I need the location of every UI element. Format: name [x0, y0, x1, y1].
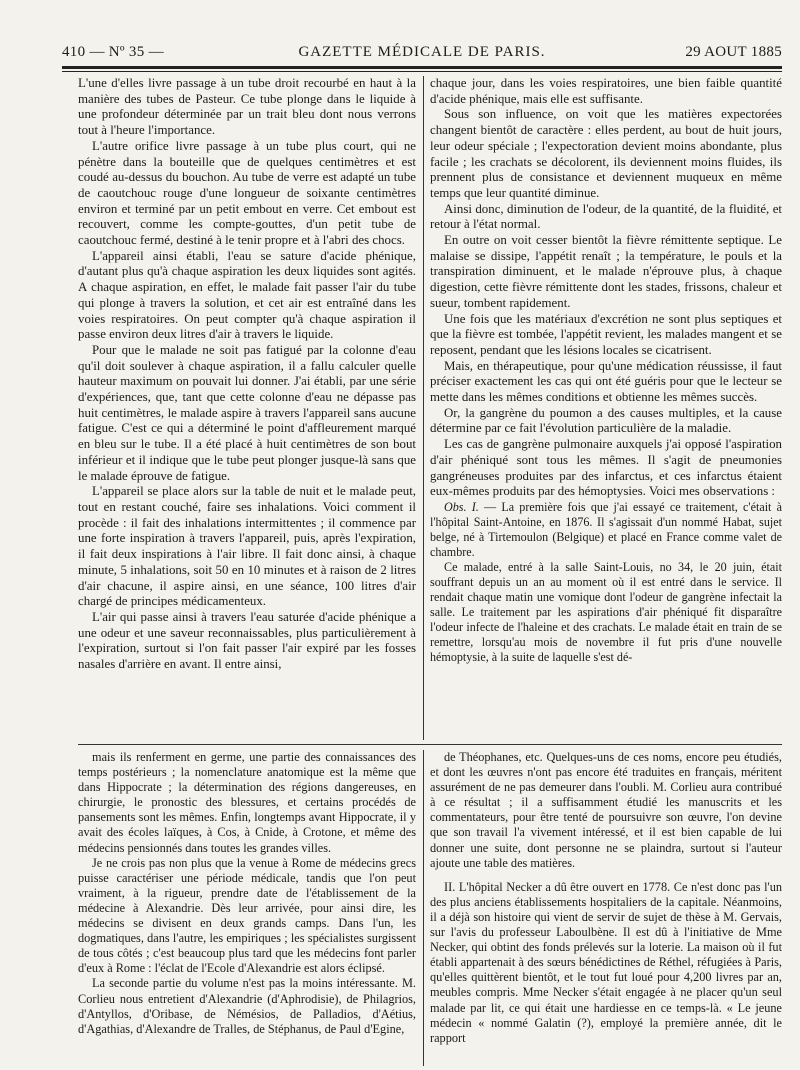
upper-left-column [78, 76, 416, 740]
section-divider [78, 744, 782, 745]
observation-block [430, 500, 782, 665]
paragraph: Une fois que les matériaux d'excrétion ne sont plus septiques et que la fièvre est tombée, l'appétit revient, les malades mangent et se reposent, pendant que les lésions locales se cicatrisent. [430, 311, 782, 357]
page-number: 410 — Nº 35 — [62, 44, 164, 60]
upper-right-column [430, 76, 782, 740]
paragraph: Sous son influence, on voit que les matières expectorées changent bientôt de caractère : elles perdent, au bout de huit jours, leur odeur spéciale ; l'expectoration devient moins abondante, plus facile ; les crachats se décolorent, ils deviennent moins fluides, ils prennent plus de consistance et deviennent muqueux en même temps que leur quantité diminue. [430, 107, 782, 200]
lower-right-column [430, 750, 782, 1066]
journal-title: GAZETTE MÉDICALE DE PARIS. [298, 44, 546, 60]
lower-left-column [78, 750, 416, 1066]
paragraph: L'appareil ainsi établi, l'eau se sature d'acide phénique, d'autant plus qu'à chaque aspiration les deux liquides sont agités. A chaque aspiration, en effet, le malade fait passer l'air du tube qui plonge à travers la solution, et cet air est entraîné dans les voies respiratoires. On peut compter qu'à chaque aspiration il passe environ deux litres d'air à travers le liquide. [78, 248, 416, 342]
paragraph: En outre on voit cesser bientôt la fièvre rémittente septique. Le malaise se dissipe, l'appétit renaît ; la température, le pouls et la transpiration diminuent, et le malade n'éprouve plus, à chaque digestion, cette fièvre rémittente dont les stades, frissons, chaleur et sueur, tombent rapidement. [430, 233, 782, 310]
column-divider-upper [423, 76, 424, 740]
paragraph: Or, la gangrène du poumon a des causes multiples, et la cause détermine par ce fait l'évolution particulière de la maladie. [430, 405, 782, 436]
observation-text: — La première fois que j'ai essayé ce traitement, c'était à l'hôpital Saint-Antoine, en 1876. Il s'agissait d'un nommé Habat, sujet belge, né à Tirtemoulon (Belgique) et placé en France comme valet de chambre. [430, 499, 782, 559]
issue-date: 29 AOUT 1885 [685, 44, 782, 60]
paragraph: Je ne crois pas non plus que la venue à Rome de médecins grecs puisse caractériser une période médicale, tandis que l'on peut vraiment, à la rigueur, prendre date de l'établissement de la médecine à Alexandrie. Dès leur arrivée, pour ainsi dire, les médecins se divisent en deux grands camps. Dans l'un, les dogmatiques, dans l'autre, les empiriques ; les spécialistes surgissent de tous côtés ; c'est beaucoup plus tard que les médecins font parler d'eux à Rome : l'éclat de l'Ecole d'Alexandrie est alors éclipsé. [78, 855, 416, 976]
column-divider-lower [423, 750, 424, 1066]
paragraph: L'air qui passe ainsi à travers l'eau saturée d'acide phénique a une odeur et une saveur reconnaissables, plus particulièrement à l'expiration, surtout si l'on fait passer l'air expiré par les fosses nasales d'arrière en avant. Il entre ainsi, [78, 609, 416, 672]
paragraph: Les cas de gangrène pulmonaire auxquels j'ai opposé l'aspiration d'air phéniqué sont tous les mêmes. Il s'agit de pneumonies gangréneuses produites par des infarctus, et ces infarctus étaient eux-mêmes produits par des hémoptysies. Voici mes observations : [430, 437, 782, 499]
paragraph: de Théophanes, etc. Quelques-uns de ces noms, encore peu étudiés, et dont les œuvres n'ont pas encore été traduites en français, méritent assurément de ne pas demeurer dans l'oubli. M. Corlieu aura contribué à ce résultat ; il a suffisamment étudié les manuscrits et les commentateurs, pour être tenté de poursuivre son œuvre, l'on devine que son travail l'a vivement intéressé, et il est bien capable de lui donner une suite, dont personne ne se plaindra, surtout si l'auteur ajoute une table des matières. [430, 750, 782, 870]
paragraph-gap [430, 871, 782, 880]
paragraph: L'une d'elles livre passage à un tube droit recourbé en haut à la manière des tubes de Pasteur. Ce tube plonge dans le liquide à une profondeur déterminée par un trait bleu dont nous verrons tout à l'heure l'importance. [78, 76, 416, 138]
paragraph: chaque jour, dans les voies respiratoires, une bien faible quantité d'acide phénique, mais elle est suffisante. [430, 76, 782, 106]
paragraph: mais ils renferment en germe, une partie des connaissances des temps postérieurs ; la nomenclature anatomique est la même que dans Hippocrate ; la détermination des régions dangereuses, en chirurgie, le pronostic des blessures, et certains procédés de pansements sont les mêmes. Enfin, longtemps avant Hippocrate, il y avait des écoles laïques, à Cos, à Cnide, à Crotone, et même des médecins pensionnés dans toutes les grandes villes. [78, 750, 416, 855]
paragraph: Pour que le malade ne soit pas fatigué par la colonne d'eau qu'il doit soulever à chaque aspiration, il a fallu calculer quelle hauteur maximum on pouvait lui donner. J'ai établi, par une série d'expériences, que, tant que cette colonne d'eau ne dépasse pas huit centimètres, le malade aspire à travers l'appareil sans aucune fatigue. C'est ce qui a déterminé le point d'affleurement marqué en bleu sur le tube. Il a été placé à huit centimètres de son bout inférieur et il indique que le tube peut plonger jusque-là sans que le malade éprouve de fatigue. [78, 342, 416, 483]
paragraph: II. L'hôpital Necker a dû être ouvert en 1778. Ce n'est donc pas l'un des plus anciens établissements hospitaliers de la capitale. Néanmoins, il a déjà son histoire qui vient de servir de sujet de thèse à M. Gervais, sur l'avis du professeur Laboulbène. Il est dû à l'initiative de Mme Necker, qui obtint des fonds prélevés sur la loterie. La maison où il fut établi appartenait à des sœurs bénédictines de Réthel, réfugiées à Paris, qu'elles quittèrent bientôt, et le tout fut loué pour 4,200 livres par an, meubles compris. Mme Necker s'était engagée à ne placer qu'un seul malade par lit, ce qui était une hardiesse en ce temps-là. « Le jeune médecin « nommé Galatin (?), employé la première année, dit le rapport [430, 879, 782, 1045]
observation-continuation: Ce malade, entré à la salle Saint-Louis, no 34, le 20 juin, était souffrant depuis un an au moment où il est entré dans le service. Il rendait chaque matin une vomique dont l'odeur de gangrène infectait la salle. Le traitement par les aspirations d'air phéniqué fit disparaître l'odeur infecte de l'haleine et des crachats. Le malade était en train de se remettre, lorsqu'au mois de novembre il fut pris d'une nouvelle hémoptysie, à la suite de laquelle s'est dé- [430, 559, 782, 664]
paragraph: La seconde partie du volume n'est pas la moins intéressante. M. Corlieu nous entretient d'Alexandrie (d'Aphrodisie), de Philagrios, d'Antyllos, d'Oribase, de Némésios, de Palladios, d'Aétius, d'Agathias, d'Alexandre de Tralles, de Stéphanus, de Paul d'Egine, [78, 976, 416, 1036]
paragraph: L'appareil se place alors sur la table de nuit et le malade peut, tout en restant couché, faire ses inhalations. Voici comment il procède : il fait des inhalations intermittentes ; il commence par une forte inspiration à travers l'appareil, puis, après l'expiration, il fait deux inspirations à l'air libre. Il fait donc ainsi, à chaque minute, 5 inhalations, soit 50 en 10 minutes et à raison de 2 litres d'air chacune, il aspire ainsi, en une séance, 100 litres d'air chargé de principes médicamenteux. [78, 484, 416, 609]
paragraph: Ainsi donc, diminution de l'odeur, de la quantité, de la fluidité, et retour à l'état normal. [430, 201, 782, 232]
header-rule-thick [62, 66, 782, 69]
observation-paragraph [430, 500, 782, 560]
observation-label: Obs. I. [444, 499, 479, 514]
header-rule-thin [62, 71, 782, 72]
paragraph: L'autre orifice livre passage à un tube plus court, qui ne pénètre dans la bouteille que de quelques centimètres et est coudé au-dessus du bouchon. Au tube de verre est adapté un tube de caoutchouc rouge d'une longueur de soixante centimètres environ et terminé par un petit embout en verre. Cet embout est recouvert, comme les compte-gouttes, d'un petit tube de caoutchouc fermé, destiné à le tenir propre et à l'abri des chocs. [78, 138, 416, 248]
paragraph: Mais, en thérapeutique, pour qu'une médication réussisse, il faut préciser exactement les cas qui ont été guéris pour que le lecteur se mette dans les mêmes conditions et obtienne les mêmes succès. [430, 358, 782, 405]
page-header [62, 38, 782, 68]
